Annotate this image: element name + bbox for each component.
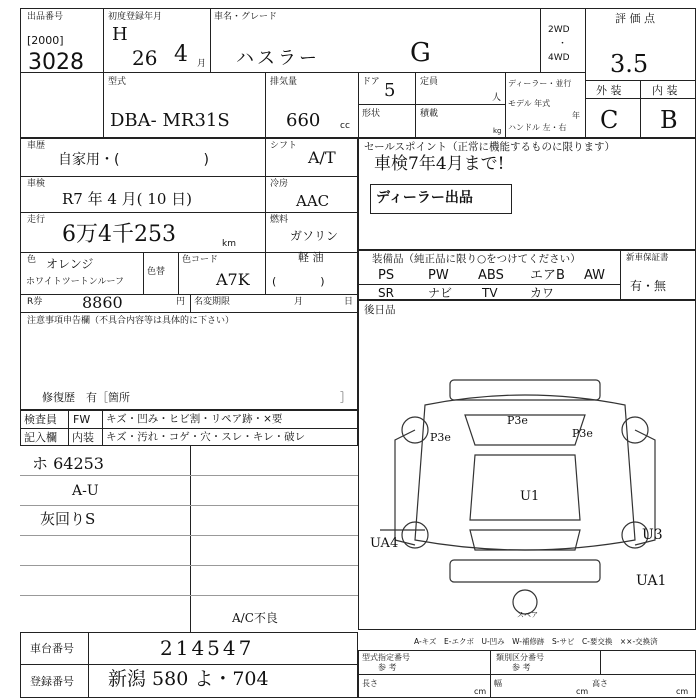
model-label: 型式 bbox=[108, 77, 127, 87]
equip-navi: ナビ bbox=[428, 286, 453, 300]
lot-label: 出品番号 bbox=[27, 12, 64, 22]
drive-dot: ・ bbox=[558, 39, 568, 49]
inspector-label: 検査員 bbox=[24, 413, 57, 426]
note-line-3: 灰回りS bbox=[40, 510, 96, 528]
reg-era: H bbox=[112, 24, 128, 45]
history-value: 自家用・( ) bbox=[58, 152, 209, 168]
equip-aw: AW bbox=[584, 268, 606, 283]
interior-record: 内装 bbox=[72, 431, 94, 444]
color-value: オレンジ bbox=[46, 257, 94, 271]
load-label: 積載 bbox=[420, 109, 439, 119]
chassis-label: 車台番号 bbox=[30, 642, 74, 655]
registration-value: 新潟 580 よ・704 bbox=[108, 668, 269, 690]
recycle-label: R券 bbox=[27, 297, 43, 307]
color-change-label: 色替 bbox=[147, 267, 166, 277]
damage-mark-5: UA4 bbox=[370, 536, 399, 551]
height-unit: cm bbox=[676, 687, 689, 696]
reg-month-unit: 月 bbox=[197, 59, 207, 69]
notes-label: 注意事項申告欄（不具合内容等は具体的に下さい） bbox=[27, 316, 235, 326]
inspection-value: R7 年 4 月( 10 日) bbox=[62, 190, 193, 208]
fuel-label: 燃料 bbox=[270, 215, 289, 225]
record-label: 記入欄 bbox=[24, 431, 57, 444]
ac-label: 冷房 bbox=[270, 179, 289, 189]
doors-value: 5 bbox=[384, 80, 396, 101]
exterior-grade: C bbox=[600, 106, 619, 134]
equip-sr: SR bbox=[378, 286, 394, 300]
shift-label: シフト bbox=[270, 141, 298, 151]
displacement-value: 660 bbox=[286, 110, 321, 131]
model-value: DBA- MR31S bbox=[110, 110, 230, 131]
warranty-value: 有・無 bbox=[630, 279, 667, 293]
equipment-label: 装備品（純正品に限り○をつけてください） bbox=[372, 253, 581, 265]
lot-number: 3028 bbox=[28, 50, 84, 75]
note-line-2: A-U bbox=[72, 483, 99, 499]
damage-mark-4: U1 bbox=[520, 489, 540, 504]
damage-mark-3: P3e bbox=[572, 427, 593, 440]
registration-label: 登録番号 bbox=[30, 675, 74, 688]
fuel-gasoline: ガソリン bbox=[290, 229, 339, 243]
damage-mark-7: UA1 bbox=[636, 573, 667, 589]
chassis-value: 214547 bbox=[160, 636, 255, 660]
damage-legend: A-キズ E-エクボ U-凹み W-補修跡 S-サビ C-要交換 ××-交換済 bbox=[414, 637, 658, 646]
mileage-unit: km bbox=[222, 239, 236, 249]
yen-unit: 円 bbox=[176, 297, 186, 307]
handle-label: ハンドル 左・右 bbox=[508, 123, 567, 132]
interior-grade: B bbox=[660, 106, 678, 134]
sales-label: セールスポイント（正常に機能するものに限ります） bbox=[364, 141, 616, 153]
color-code-value: A7K bbox=[216, 270, 250, 289]
damage-mark-2: P3e bbox=[507, 414, 528, 427]
reg-label: 初度登録年月 bbox=[108, 12, 163, 22]
mileage-value: 6万4千253 bbox=[62, 222, 176, 247]
damage-mark-6: U3 bbox=[642, 527, 663, 543]
shift-value: A/T bbox=[308, 148, 336, 167]
equip-pw: PW bbox=[428, 268, 449, 283]
color-value-2: ホワイトツートンルーフ bbox=[26, 277, 125, 287]
note-line-1: ホ 64253 bbox=[32, 454, 104, 473]
options-label: 後日品 bbox=[364, 304, 396, 316]
spare-label: スペア bbox=[517, 611, 538, 619]
inspection-label: 車検 bbox=[27, 179, 46, 189]
note-line-4: A/C不良 bbox=[232, 611, 278, 625]
history-label: 車歴 bbox=[27, 141, 46, 151]
fuel-other: ( ) bbox=[272, 275, 325, 288]
cc-unit: cc bbox=[340, 121, 350, 131]
repair-close: ］ bbox=[340, 391, 351, 404]
equip-abs: ABS bbox=[478, 268, 504, 283]
reg-month: 4 bbox=[174, 42, 188, 67]
length-unit: cm bbox=[474, 687, 487, 696]
doors-label: ドア bbox=[362, 77, 380, 87]
ac-value: AAC bbox=[296, 192, 330, 210]
recycle-value: 8860 bbox=[82, 293, 123, 312]
category-sign-ref: 参 考 bbox=[512, 663, 531, 672]
damage-mark-1: P3e bbox=[430, 431, 451, 444]
model-year-label: モデル 年式 bbox=[508, 99, 551, 108]
inspector-items: キズ・凹み・ヒビ割・リペア跡・×要 bbox=[106, 413, 283, 425]
equip-airbag: エアB bbox=[530, 268, 565, 283]
equip-tv: TV bbox=[482, 286, 498, 300]
mileage-label: 走行 bbox=[27, 215, 46, 225]
displacement-label: 排気量 bbox=[270, 77, 298, 87]
equip-leather: カワ bbox=[530, 286, 555, 300]
score-label: 評 価 点 bbox=[615, 12, 655, 25]
height-label: 高さ bbox=[592, 679, 608, 688]
kg-unit: kg bbox=[493, 127, 502, 135]
width-label: 幅 bbox=[494, 679, 502, 688]
car-grade: G bbox=[410, 38, 431, 68]
color-code-label: 色コード bbox=[182, 255, 219, 265]
year-unit: 年 bbox=[572, 111, 580, 120]
lot-code: [2000] bbox=[27, 34, 64, 47]
model-sign-ref: 参 考 bbox=[378, 663, 397, 672]
interior-label: 内 装 bbox=[652, 84, 678, 97]
drive-2wd: 2WD bbox=[548, 25, 570, 35]
equip-ps: PS bbox=[378, 268, 395, 283]
exterior-label: 外 装 bbox=[596, 84, 622, 97]
interior-items: キズ・汚れ・コゲ・穴・スレ・キレ・破レ bbox=[106, 431, 306, 443]
drive-4wd: 4WD bbox=[548, 53, 570, 63]
length-label: 長さ bbox=[362, 679, 378, 688]
car-name: ハスラー bbox=[236, 48, 320, 69]
width-unit: cm bbox=[576, 687, 589, 696]
vehicle-detail-border bbox=[20, 138, 358, 410]
dealer-label: ディーラー・並行 bbox=[508, 79, 572, 88]
category-sign-label: 類別区分番号 bbox=[496, 653, 544, 662]
capacity-label: 定員 bbox=[420, 77, 439, 87]
model-sign-label: 型式指定番号 bbox=[362, 653, 410, 662]
color-label: 色 bbox=[27, 255, 37, 265]
dealer-badge-text: ディーラー出品 bbox=[376, 190, 473, 206]
transfer-day: 日 bbox=[344, 297, 354, 307]
shape-label: 形状 bbox=[362, 109, 381, 119]
score-value: 3.5 bbox=[610, 50, 649, 78]
transfer-month: 月 bbox=[294, 297, 304, 307]
fuel-diesel: 軽 油 bbox=[298, 251, 324, 264]
sales-handwritten: 車検7年4月まで! bbox=[374, 154, 505, 174]
transfer-label: 名変期限 bbox=[194, 297, 231, 307]
reg-year: 26 bbox=[132, 46, 158, 70]
person-unit: 人 bbox=[492, 93, 502, 103]
car-name-label: 車名・グレード bbox=[214, 12, 278, 22]
repair-label: 修復歴 有［箇所 bbox=[42, 391, 130, 404]
warranty-label: 新車保証書 bbox=[626, 253, 669, 263]
fw-label: FW bbox=[73, 413, 91, 426]
